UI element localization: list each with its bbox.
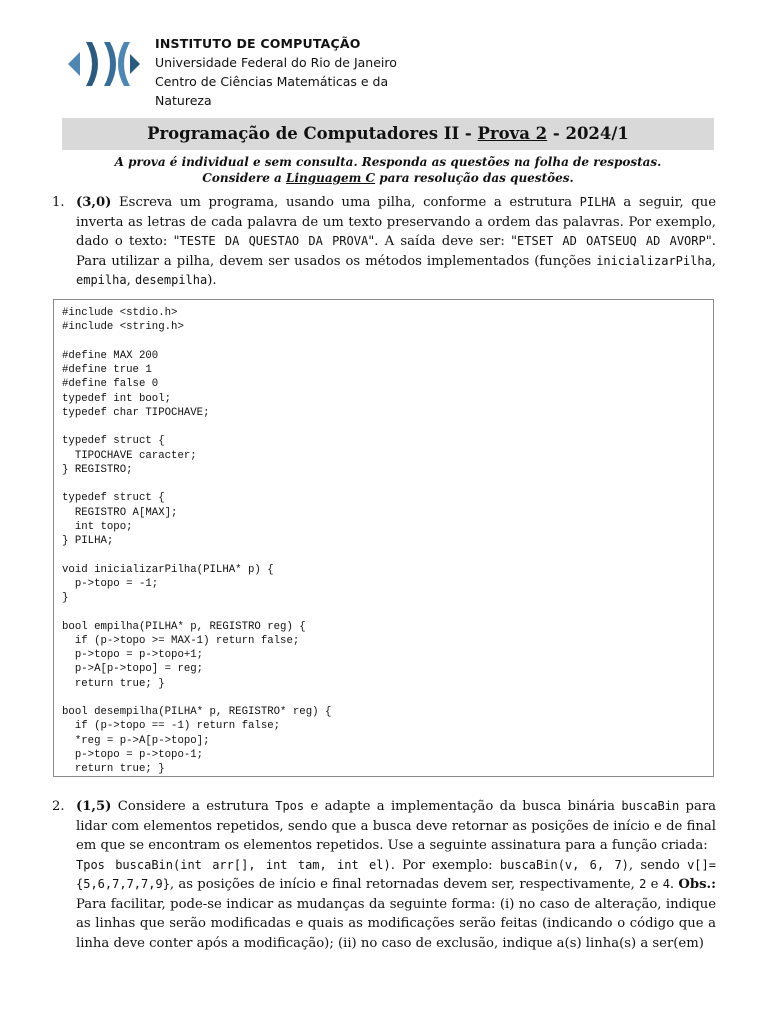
text: . Por exemplo:: [390, 857, 500, 873]
institute-logo: [64, 36, 144, 92]
instructions-text: Considere a: [202, 171, 287, 185]
code-inline: 4: [662, 877, 670, 891]
course-name: Programação de Computadores II -: [147, 124, 478, 143]
language-c-link: Linguagem C: [286, 171, 376, 185]
institute-header: [64, 30, 444, 108]
instructions-line-2: [62, 170, 714, 186]
text: ,: [711, 253, 716, 269]
text: ).: [207, 273, 217, 288]
code-inline: desempilha: [134, 273, 208, 287]
question-number: 1.: [52, 195, 65, 210]
text: Considere a estrutura: [111, 799, 276, 814]
text: para lidar com elementos repetidos, sendo que a busca deve retornar as posições de início e de final em que se encontram os elementos repetidos. Use a seguinte assinatura para a função criada:: [76, 799, 717, 853]
code-inline: Tpos: [275, 799, 305, 813]
code-inline: empilha: [76, 273, 127, 287]
code-inline: 2: [639, 877, 647, 891]
text: e: [646, 877, 663, 892]
text: , as posições de início e final retornadas devem ser, respectivamente,: [169, 877, 640, 892]
exam-title: [62, 118, 714, 150]
code-inline: inicializarPilha: [596, 253, 712, 268]
text: ". A saída deve ser: ": [368, 234, 518, 249]
code-inline: Tpos buscaBin(int arr[], int tam, int el): [76, 857, 391, 872]
text: ". Para utilizar a pilha, devem ser usados os métodos implementados (funções: [76, 234, 716, 269]
code-inline: v[]={5,6,7,7,7,9}: [76, 857, 716, 891]
text: Para facilitar, pode-se indicar as mudanças da seguinte forma: (i) no caso de alteração, indique as linhas que serão modificadas e quais as modificações serão feitas (indicando o código que a linha deve conter após a modificação); (ii) no caso de exclusão, indique a(s) linha(s) a ser(em): [76, 896, 716, 951]
question-number: 2.: [52, 799, 65, 814]
text: Escreva um programa, usando uma pilha, conforme a estrutura: [111, 195, 580, 210]
instructions-line-1: A prova é individual e sem consulta. Responda as questões na folha de respostas.: [114, 155, 662, 169]
question-points: (1,5): [76, 799, 112, 814]
code-listing: [53, 299, 714, 777]
obs-label: Obs.:: [678, 877, 716, 892]
center-name: Centro de Ciências Matemáticas e da Natureza: [155, 74, 389, 108]
code-inline: buscaBin: [621, 799, 680, 813]
text: a seguir, que inverta as letras de cada palavra de um texto preservando a ordem das palavras. Por exemplo, dado o texto: ": [76, 195, 716, 249]
exam-instructions: [62, 154, 714, 186]
code-inline: buscaBin(v, 6, 7): [499, 857, 629, 872]
question-1: [52, 193, 716, 291]
text: ,: [126, 273, 135, 288]
institute-name: INSTITUTO DE COMPUTAÇÃO: [155, 36, 361, 51]
question-2: [52, 797, 716, 953]
text: e adapte a implementação da busca binária: [304, 799, 622, 814]
question-text: [76, 193, 716, 291]
question-points: (3,0): [76, 195, 112, 210]
code-inline: PILHA: [579, 195, 616, 209]
text: , sendo: [628, 857, 688, 873]
university-name: Universidade Federal do Rio de Janeiro: [155, 55, 397, 70]
instructions-text: para resolução das questões.: [375, 171, 574, 185]
code-inline: TESTE DA QUESTAO DA PROVA: [179, 234, 369, 248]
exam-term: - 2024/1: [547, 124, 629, 143]
question-text: [76, 797, 716, 953]
exam-name: Prova 2: [477, 124, 548, 143]
code-block: #include <stdio.h> #include <string.h> #define MAX 200 #define true 1 #define false 0 typedef int bool; typedef char TIPOCHAVE; typedef struct { TIPOCHAVE caracter; } REGISTRO; typedef struct { REGISTRO A[MAX]; int topo; } PILHA; void inicializarPilha(PILHA* p) { p->topo = -1; } bool empilha(PILHA* p, REGISTRO reg) { if (p->topo >= MAX-1) return false; p->topo = p->topo+1; p->A[p->topo] = reg; return true; } bool desempilha(PILHA* p, REGISTRO* reg) { if (p->topo == -1) return false; *reg = p->A[p->topo]; p->topo = p->topo-1; return true; }: [62, 307, 332, 775]
text: .: [669, 877, 679, 892]
code-inline: ETSET AD OATSEUQ AD AVORP: [517, 234, 706, 248]
